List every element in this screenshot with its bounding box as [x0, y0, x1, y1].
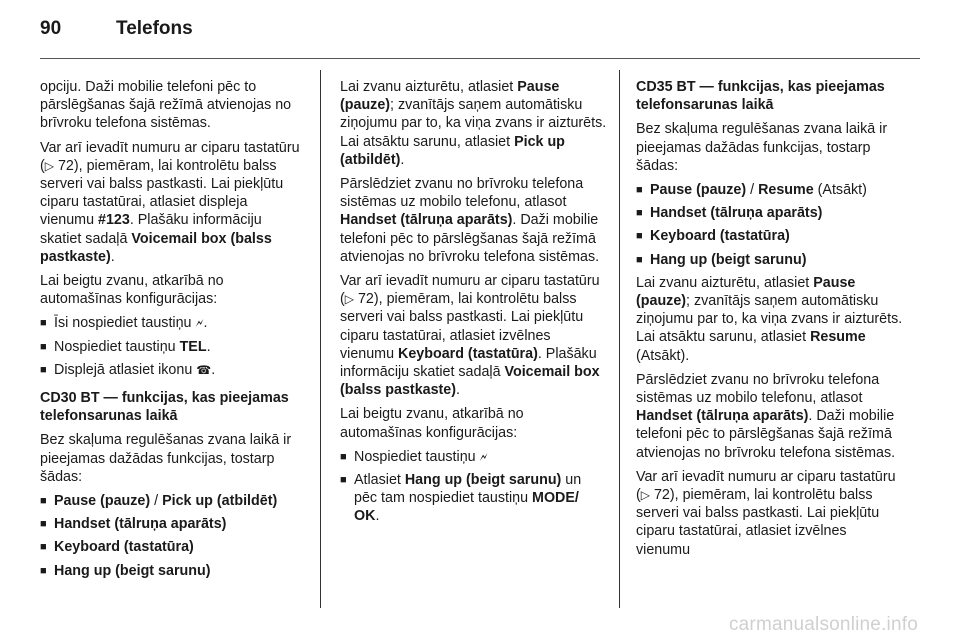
bullet-icon: ■ — [40, 317, 47, 330]
list-item: ■ Keyboard (tastatūra) — [40, 539, 194, 556]
column-divider-1 — [320, 70, 321, 608]
column-2 — [340, 78, 608, 531]
page-header — [40, 18, 193, 48]
page-ref-icon: ▷ — [640, 488, 650, 503]
page-title: Telefons — [116, 18, 193, 39]
paragraph: Var arī ievadīt numuru ar ciparu tastatūru (▷ 72), piemēram, lai kontrolētu balss serveri vai balss pastkasti. Lai piekļūtu ciparu tastatūrai, atlasiet izvēlnes vienumu — [636, 468, 896, 558]
page-ref-icon: ▷ — [44, 158, 54, 173]
bullet-icon: ■ — [340, 474, 347, 487]
paragraph: Var arī ievadīt numuru ar ciparu tastatūru (▷ 72), piemēram, lai kontrolētu balss serveri vai balss pastkasti. Lai piekļūtu ciparu tastatūrai, atlasiet displeja vienumu #123. Plašāku informāciju skatiet sadaļā Voicemail box (balss pastkaste). — [40, 139, 300, 265]
paragraph: Lai beigtu zvanu, atkarībā no automašīnas konfigurācijas: — [40, 273, 224, 308]
section-heading: CD30 BT — funkcijas, kas pieejamas telefonsarunas laikā — [40, 390, 289, 425]
page-number: 90 — [40, 18, 62, 39]
page-ref-icon: ▷ — [344, 292, 354, 307]
list-item: ■ Īsi nospiediet taustiņu 🗲. — [40, 315, 208, 332]
paragraph: Pārslēdziet zvanu no brīvroku telefona sistēmas uz mobilo telefonu, atlasot Handset (tālruņa aparāts). Daži mobilie telefoni pēc to pārslēgšanas šajā režīmā atvienojas no brīvroku telefona sistēmas. — [636, 371, 896, 461]
paragraph: Bez skaļuma regulēšanas zvana laikā ir pieejamas dažādas funkcijas, tostarp šādas: — [636, 121, 888, 174]
bullet-icon: ■ — [636, 253, 643, 266]
list-item: ■ Handset (tālruņa aparāts) — [40, 516, 227, 533]
bullet-icon: ■ — [636, 207, 643, 220]
column-1 — [40, 78, 305, 585]
bullet-icon: ■ — [636, 230, 643, 243]
bullet-icon: ■ — [40, 541, 47, 554]
list-item: ■ Hang up (beigt sarunu) — [40, 562, 211, 579]
bullet-icon: ■ — [340, 450, 347, 463]
paragraph: opciju. Daži mobilie telefoni pēc to pārslēgšanas šajā režīmā atvienojas no brīvroku telefona sistēmas. — [40, 79, 292, 132]
header-rule — [40, 58, 920, 59]
bullet-icon: ■ — [40, 518, 47, 531]
hang-up-key-icon: 🗲 — [479, 449, 488, 464]
bullet-icon: ■ — [636, 184, 643, 197]
column-3 — [636, 78, 904, 565]
paragraph: Lai zvanu aizturētu, atlasiet Pause (pauze); zvanītājs saņem automātisku ziņojumu par to, ka viņa zvans ir aizturēts. Lai atsāktu sarunu, atlasiet Pick up (atbildēt). — [340, 79, 607, 168]
list-item: ■ Pause (pauze) / Resume (Atsākt) — [636, 182, 867, 199]
list-item: ■ Handset (tālruņa aparāts) — [636, 205, 823, 222]
list-item: ■ Pause (pauze) / Pick up (atbildēt) — [40, 493, 278, 510]
column-divider-2 — [619, 70, 620, 608]
bullet-icon: ■ — [40, 564, 47, 577]
bullet-icon: ■ — [40, 363, 47, 376]
paragraph: Lai zvanu aizturētu, atlasiet Pause (pauze); zvanītājs saņem automātisku ziņojumu par to, ka viņa zvans ir aizturēts. Lai atsāktu sarunu, atlasiet Resume (Atsākt). — [636, 274, 903, 364]
list-item: ■ Hang up (beigt sarunu) — [636, 251, 807, 268]
list-item: ■ Nospiediet taustiņu TEL. — [40, 338, 211, 355]
bullet-icon: ■ — [40, 495, 47, 508]
paragraph: Bez skaļuma regulēšanas zvana laikā ir pieejamas dažādas funkcijas, tostarp šādas: — [40, 432, 292, 485]
list-item: ■ Atlasiet Hang up (beigt sarunu) un pēc tam nospiediet taustiņu MODE/ OK. — [340, 472, 582, 525]
paragraph: Pārslēdziet zvanu no brīvroku telefona sistēmas uz mobilo telefonu, atlasot Handset (tālruņa aparāts). Daži mobilie telefoni pēc to pārslēgšanas šajā režīmā atvienojas no brīvroku telefona sistēmas. — [340, 176, 600, 265]
list-item: ■ Keyboard (tastatūra) — [636, 228, 790, 245]
list-item: ■ Displejā atlasiet ikonu ☎. — [40, 361, 216, 378]
bullet-icon: ■ — [40, 340, 47, 353]
phone-end-icon: ☎ — [196, 362, 212, 377]
paragraph: Lai beigtu zvanu, atkarībā no automašīnas konfigurācijas: — [340, 406, 524, 441]
section-heading: CD35 BT — funkcijas, kas pieejamas telefonsarunas laikā — [636, 79, 885, 114]
list-item: ■ Nospiediet taustiņu 🗲 — [340, 448, 488, 465]
paragraph: Var arī ievadīt numuru ar ciparu tastatūru (▷ 72), piemēram, lai kontrolētu balss serveri vai balss pastkasti. Lai piekļūtu ciparu tastatūrai, atlasiet izvēlnes vienumu Keyboard (tastatūra). Plašāku informāciju skatiet sadaļā Voicemail box (balss pastkaste). — [340, 273, 600, 399]
hang-up-key-icon: 🗲 — [195, 316, 204, 331]
watermark-text: carmanualsonline.info — [728, 614, 918, 635]
